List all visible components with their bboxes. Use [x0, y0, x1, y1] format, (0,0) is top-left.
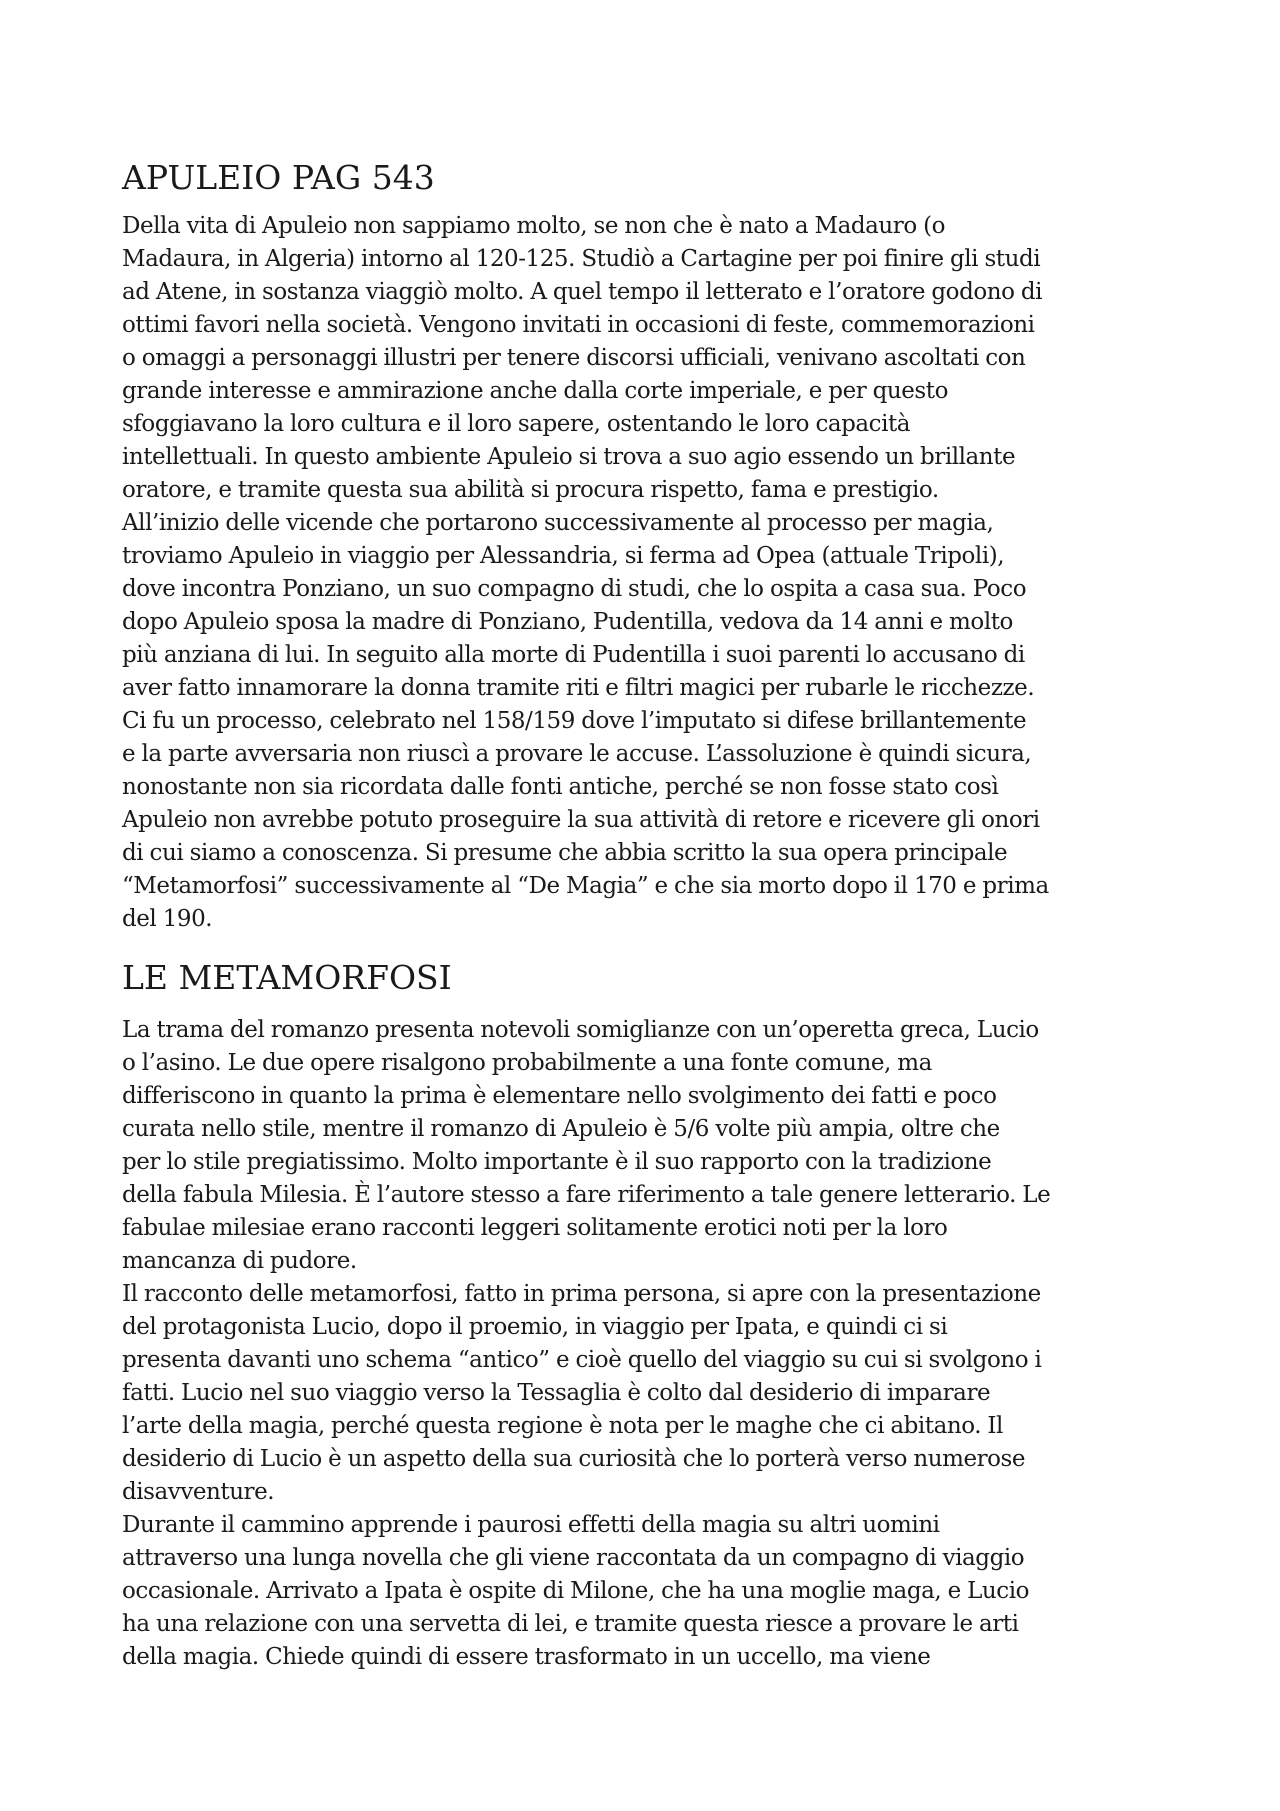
text-line: aver fatto innamorare la donna tramite riti e filtri magici per rubarle le ricchezze.	[122, 675, 1035, 701]
text-line: occasionale. Arrivato a Ipata è ospite di Milone, che ha una moglie maga, e Lucio	[122, 1578, 1030, 1604]
text-line: Della vita di Apuleio non sappiamo molto, se non che è nato a Madauro (o	[122, 213, 946, 239]
text-line: ottimi favori nella società. Vengono invitati in occasioni di feste, commemorazioni	[122, 312, 1035, 338]
section-apuleio-body	[122, 210, 1170, 936]
metamorfosi-paragraph	[122, 1014, 1170, 1278]
text-line: fabulae milesiae erano racconti leggeri solitamente erotici noti per la loro	[122, 1215, 948, 1241]
text-line: disavventure.	[122, 1479, 275, 1505]
text-line: differiscono in quanto la prima è elementare nello svolgimento dei fatti e poco	[122, 1083, 997, 1109]
text-line: Madaura, in Algeria) intorno al 120-125. Studiò a Cartagine per poi finire gli studi	[122, 246, 1041, 272]
metamorfosi-paragraph	[122, 1509, 1170, 1674]
text-line: La trama del romanzo presenta notevoli somiglianze con un’operetta greca, Lucio	[122, 1017, 1039, 1043]
text-line: grande interesse e ammirazione anche dalla corte imperiale, e per questo	[122, 378, 948, 404]
text-line: ad Atene, in sostanza viaggiò molto. A quel tempo il letterato e l’oratore godono di	[122, 279, 1043, 305]
text-line: Durante il cammino apprende i paurosi effetti della magia su altri uomini	[122, 1512, 940, 1538]
apuleio-paragraph	[122, 210, 1170, 507]
text-line: Apuleio non avrebbe potuto proseguire la sua attività di retore e ricevere gli onori	[122, 807, 1040, 833]
text-line: intellettuali. In questo ambiente Apuleio si trova a suo agio essendo un brillante	[122, 444, 1016, 470]
text-line: del protagonista Lucio, dopo il proemio, in viaggio per Ipata, e quindi ci si	[122, 1314, 948, 1340]
text-line: della magia. Chiede quindi di essere trasformato in un uccello, ma viene	[122, 1644, 931, 1670]
text-line: All’inizio delle vicende che portarono successivamente al processo per magia,	[122, 510, 994, 536]
text-line: desiderio di Lucio è un aspetto della sua curiosità che lo porterà verso numerose	[122, 1446, 1026, 1472]
text-line: e la parte avversaria non riuscì a provare le accuse. L’assoluzione è quindi sicura,	[122, 741, 1032, 767]
text-line: più anziana di lui. In seguito alla morte di Pudentilla i suoi parenti lo accusano di	[122, 642, 1025, 668]
text-line: sfoggiavano la loro cultura e il loro sapere, ostentando le loro capacità	[122, 411, 911, 437]
text-line: “Metamorfosi” successivamente al “De Magia” e che sia morto dopo il 170 e prima	[122, 873, 1049, 899]
text-line: mancanza di pudore.	[122, 1248, 357, 1274]
text-line: fatti. Lucio nel suo viaggio verso la Tessaglia è colto dal desiderio di imparare	[122, 1380, 991, 1406]
metamorfosi-paragraph	[122, 1278, 1170, 1509]
section-title-apuleio: APULEIO PAG 543	[122, 158, 435, 197]
text-line: troviamo Apuleio in viaggio per Alessandria, si ferma ad Opea (attuale Tripoli),	[122, 543, 1005, 569]
text-line: attraverso una lunga novella che gli viene raccontata da un compagno di viaggio	[122, 1545, 1025, 1571]
text-line: di cui siamo a conoscenza. Si presume che abbia scritto la sua opera principale	[122, 840, 1008, 866]
text-line: presenta davanti uno schema “antico” e cioè quello del viaggio su cui si svolgono i	[122, 1347, 1042, 1373]
text-line: dove incontra Ponziano, un suo compagno di studi, che lo ospita a casa sua. Poco	[122, 576, 1027, 602]
text-line: della fabula Milesia. È l’autore stesso a fare riferimento a tale genere letterario. Le	[122, 1182, 1051, 1208]
document-page	[122, 156, 1170, 1674]
text-line: oratore, e tramite questa sua abilità si procura rispetto, fama e prestigio.	[122, 477, 939, 503]
text-line: dopo Apuleio sposa la madre di Ponziano, Pudentilla, vedova da 14 anni e molto	[122, 609, 1013, 635]
section-title-metamorfosi: LE METAMORFOSI	[122, 958, 452, 997]
text-line: o omaggi a personaggi illustri per tenere discorsi ufficiali, venivano ascoltati con	[122, 345, 1026, 371]
apuleio-paragraph	[122, 507, 1170, 936]
text-line: l’arte della magia, perché questa regione è nota per le maghe che ci abitano. Il	[122, 1413, 1003, 1439]
text-line: curata nello stile, mentre il romanzo di Apuleio è 5/6 volte più ampia, oltre che	[122, 1116, 1000, 1142]
text-line: del 190.	[122, 906, 213, 932]
text-line: nonostante non sia ricordata dalle fonti antiche, perché se non fosse stato così	[122, 774, 999, 800]
text-line: per lo stile pregiatissimo. Molto importante è il suo rapporto con la tradizione	[122, 1149, 992, 1175]
text-line: o l’asino. Le due opere risalgono probabilmente a una fonte comune, ma	[122, 1050, 932, 1076]
text-line: Ci fu un processo, celebrato nel 158/159 dove l’imputato si difese brillantemente	[122, 708, 1027, 734]
section-metamorfosi-body	[122, 1014, 1170, 1674]
text-line: ha una relazione con una servetta di lei, e tramite questa riesce a provare le arti	[122, 1611, 1019, 1637]
text-line: Il racconto delle metamorfosi, fatto in prima persona, si apre con la presentazione	[122, 1281, 1041, 1307]
